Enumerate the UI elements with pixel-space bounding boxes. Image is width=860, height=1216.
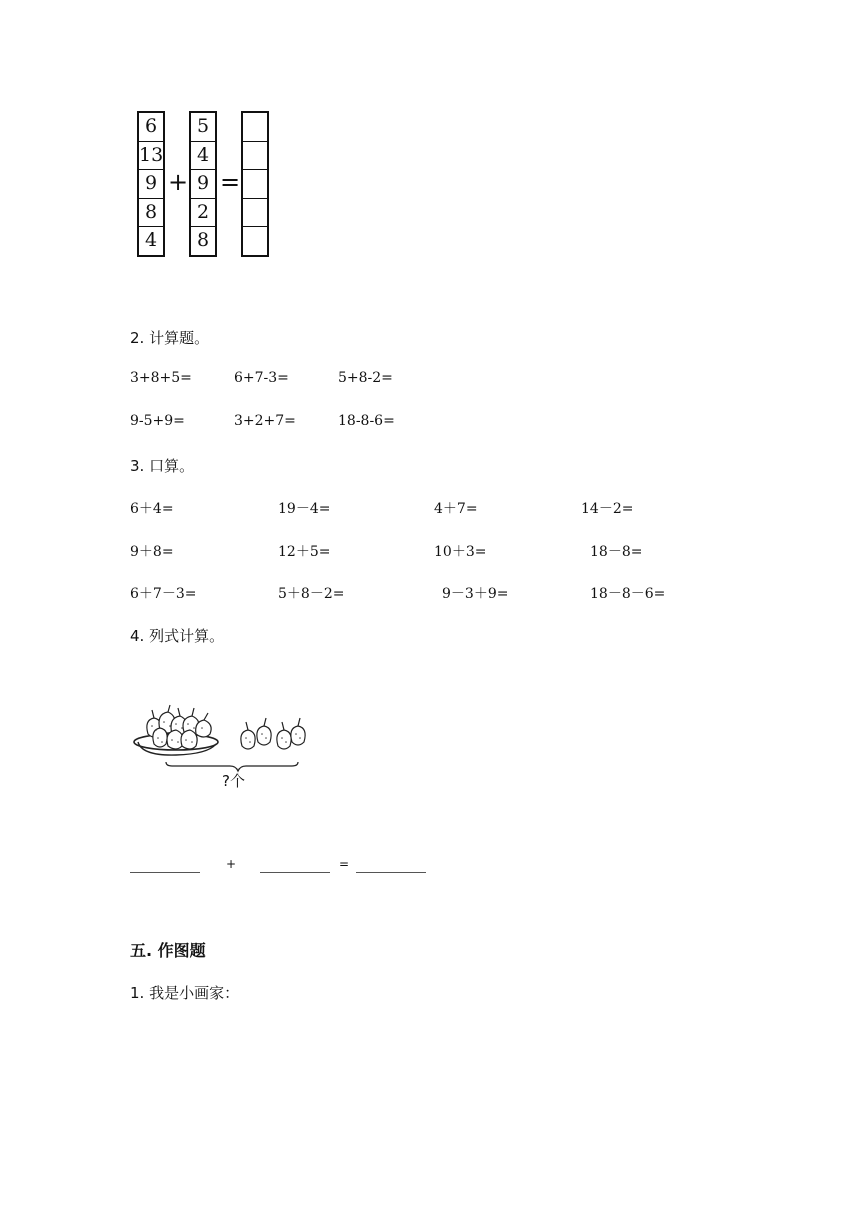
plus-sign: + bbox=[168, 168, 189, 196]
q4-title: 4. 列式计算。 bbox=[130, 627, 225, 645]
answer-cell[interactable] bbox=[243, 199, 267, 228]
q3-equation: 10＋3= bbox=[434, 544, 487, 560]
answer-blank[interactable] bbox=[130, 872, 200, 873]
cell: 4 bbox=[144, 229, 158, 252]
q2-equation: 9-5+9= bbox=[130, 413, 185, 429]
q2-equation: 5+8-2= bbox=[338, 370, 393, 386]
cell: 9 bbox=[139, 170, 163, 199]
answer-cell[interactable] bbox=[243, 227, 267, 256]
answer-column bbox=[241, 111, 269, 257]
cell: 5 bbox=[191, 113, 215, 142]
plus-sign: + bbox=[226, 857, 237, 871]
q3-equation: 12＋5= bbox=[278, 544, 331, 560]
addend-column-2 bbox=[189, 111, 217, 257]
section-title: 五. 作图题 bbox=[130, 941, 206, 960]
equals-sign: = bbox=[339, 857, 350, 871]
q2-equation: 18-8-6= bbox=[338, 413, 395, 429]
q2-equation: 3+2+7= bbox=[234, 413, 296, 429]
q3-equation: 14－2= bbox=[581, 501, 634, 517]
q3-equation: 9－3＋9= bbox=[442, 586, 509, 602]
q3-title: 3. 口算。 bbox=[130, 457, 195, 475]
q2-equation: 3+8+5= bbox=[130, 370, 192, 386]
q3-equation: 19－4= bbox=[278, 501, 331, 517]
q3-equation: 6＋7－3= bbox=[130, 586, 197, 602]
q3-equation: 9＋8= bbox=[130, 544, 174, 560]
cell: 6 bbox=[139, 113, 163, 142]
q3-equation: 5＋8－2= bbox=[278, 586, 345, 602]
section5-q1: 1. 我是小画家： bbox=[130, 984, 240, 1002]
cell: 4 bbox=[191, 142, 215, 171]
q3-equation: 6＋4= bbox=[130, 501, 174, 517]
q3-equation: 18－8－6= bbox=[590, 586, 666, 602]
q2-equation: 6+7-3= bbox=[234, 370, 289, 386]
q3-equation: 18－8= bbox=[590, 544, 643, 560]
cell: 13 bbox=[139, 142, 163, 171]
answer-cell[interactable] bbox=[243, 170, 267, 199]
cell: 2 bbox=[191, 199, 215, 228]
answer-blank[interactable] bbox=[356, 872, 426, 873]
q3-equation: 4＋7= bbox=[434, 501, 478, 517]
cell: 8 bbox=[139, 199, 163, 228]
cell: 9 bbox=[191, 170, 215, 199]
question-count-label: ?个 bbox=[222, 772, 245, 790]
cell: 8 bbox=[196, 229, 210, 252]
addend-column-1 bbox=[137, 111, 165, 257]
answer-cell[interactable] bbox=[243, 113, 267, 142]
strawberries-illustration bbox=[128, 700, 328, 775]
equals-sign: = bbox=[220, 168, 241, 196]
answer-blank[interactable] bbox=[260, 872, 330, 873]
q2-title: 2. 计算题。 bbox=[130, 329, 210, 347]
answer-cell[interactable] bbox=[243, 142, 267, 171]
